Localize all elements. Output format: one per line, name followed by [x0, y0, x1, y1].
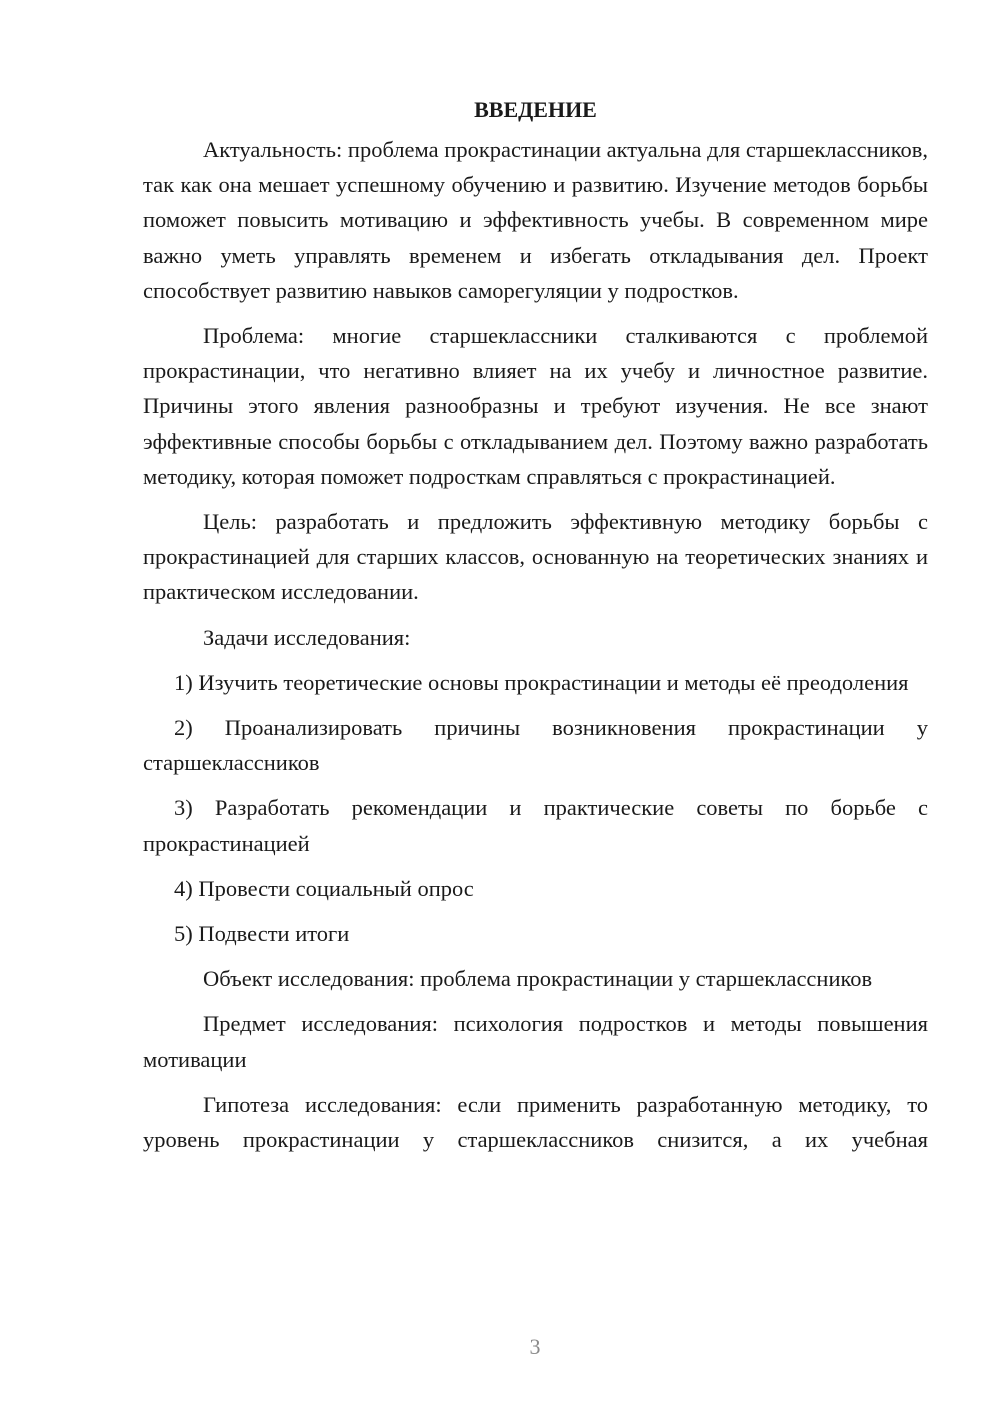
relevance-paragraph: Актуальность: проблема прокрастинации актуальна для старшеклассников, так как она мешает успешному обучению и развитию. Изучение методов борьбы поможет повысить мотивацию и эффективность учебы. В современном мире важно уметь управлять временем и избегать откладывания дел. Проект способствует развитию навыков саморегуляции у подростков.: [143, 137, 928, 303]
problem-paragraph: Проблема: многие старшеклассники сталкиваются с проблемой прокрастинации, что негативно влияет на их учебу и личностное развитие. Причины этого явления разнообразны и требуют изучения. Не все знают эффективные способы борьбы с откладыванием дел. Поэтому важно разработать методику, которая поможет подросткам справляться с прокрастинацией.: [143, 323, 928, 489]
page-title: ВВЕДЕНИЕ: [474, 97, 597, 122]
task-item-2: 2) Проанализировать причины возникновения прокрастинации у старшеклассников: [143, 715, 928, 776]
goal-paragraph: Цель: разработать и предложить эффективную методику борьбы с прокрастинацией для старших классов, основанную на теоретических знаниях и практическом исследовании.: [143, 509, 928, 605]
subject-paragraph: Предмет исследования: психология подростков и методы повышения мотивации: [143, 1011, 928, 1072]
hypothesis-paragraph: Гипотеза исследования: если применить разработанную методику, то уровень прокрастинации у старшеклассников снизится, а их учебная: [143, 1091, 928, 1153]
task-item-4: 4) Провести социальный опрос: [174, 875, 474, 901]
task-item-1: 1) Изучить теоретические основы прокрастинации и методы её преодоления: [174, 669, 909, 695]
tasks-heading: Задачи исследования:: [203, 624, 411, 650]
object-paragraph: Объект исследования: проблема прокрастинации у старшеклассников: [203, 966, 873, 992]
page-number: 3: [529, 1334, 541, 1359]
document-page: [143, 92, 928, 1167]
task-item-3: 3) Разработать рекомендации и практические советы по борьбе с прокрастинацией: [143, 795, 928, 856]
task-item-5: 5) Подвести итоги: [174, 921, 350, 947]
